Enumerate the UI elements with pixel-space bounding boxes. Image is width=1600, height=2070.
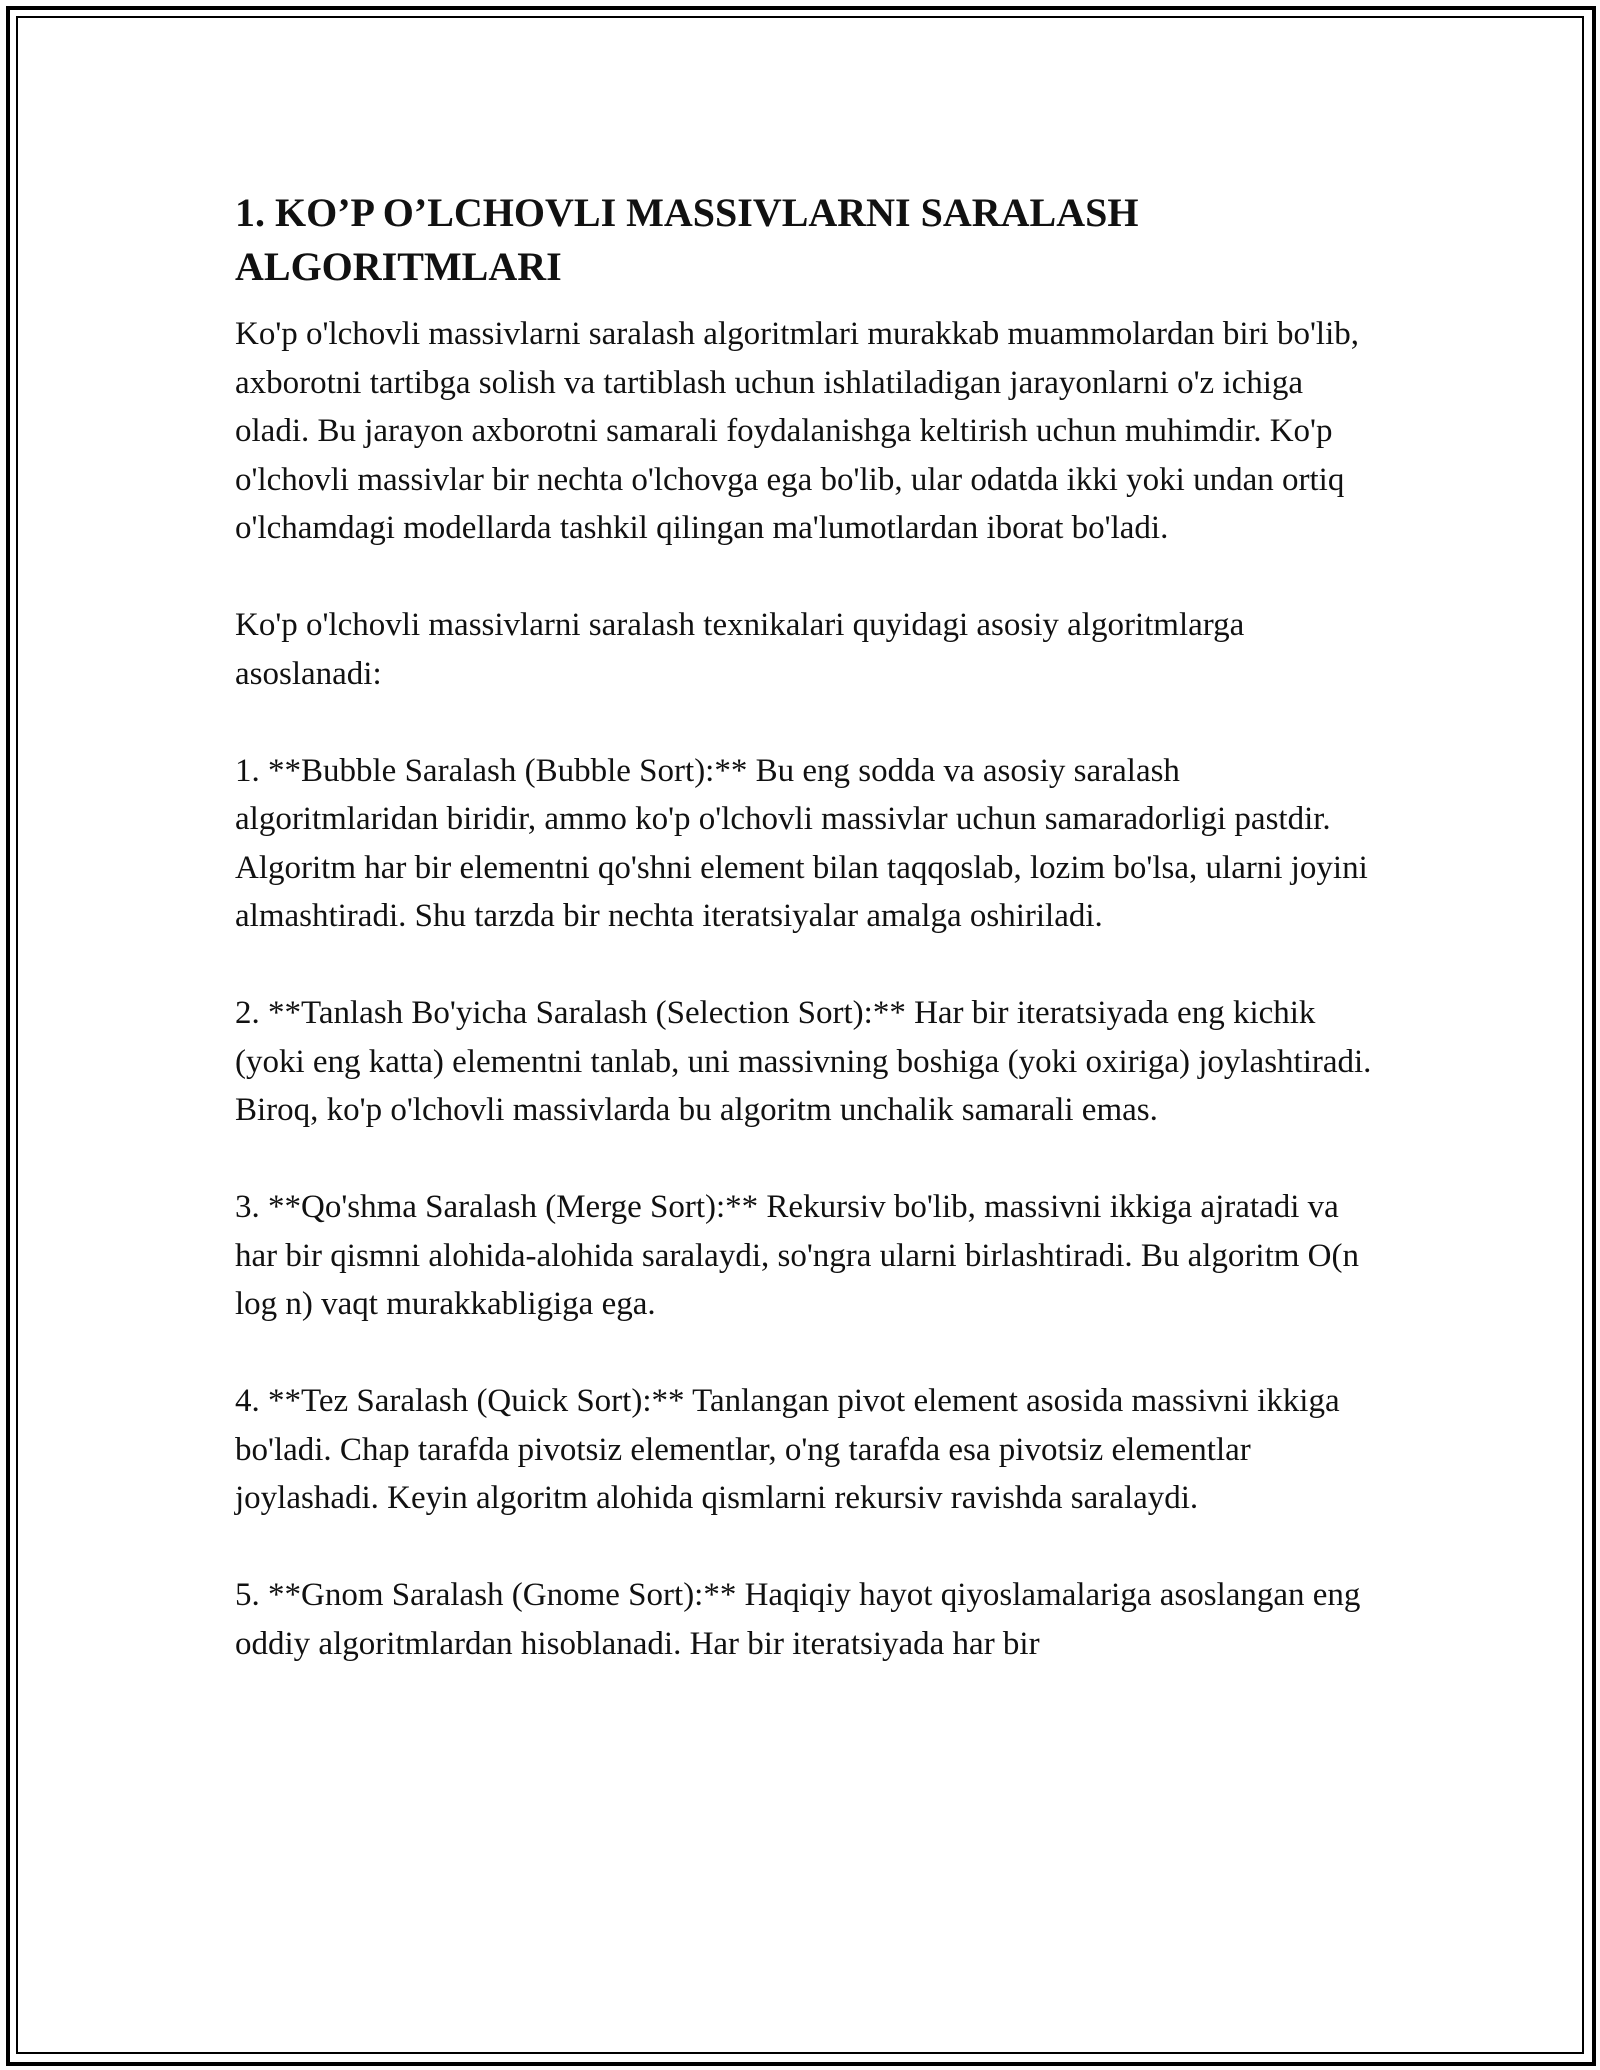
paragraph-spacer	[235, 1523, 1375, 1572]
list-item-merge-sort: 3. **Qo'shma Saralash (Merge Sort):** Rekursiv bo'lib, massivni ikkiga ajratadi va har bir qismni alohida-alohida saralaydi, so'ngra ularni birlashtiradi. Bu algoritm O(n log n) vaqt murakkabligiga ega.	[235, 1189, 1359, 1322]
paragraph-spacer	[235, 1329, 1375, 1378]
paragraph-spacer	[235, 941, 1375, 990]
document-body	[235, 186, 1375, 1668]
paragraph-spacer	[235, 553, 1375, 602]
list-item-gnome-sort: 5. **Gnom Saralash (Gnome Sort):** Haqiqiy hayot qiyoslamalariga asoslangan eng oddiy algoritmlardan hisoblanadi. Har bir iteratsiyada har bir	[235, 1577, 1361, 1662]
list-item-selection-sort: 2. **Tanlash Bo'yicha Saralash (Selection Sort):** Har bir iteratsiyada eng kichik (yoki eng katta) elementni tanlab, uni massivning boshiga (yoki oxiriga) joylashtiradi. Biroq, ko'p o'lchovli massivlarda bu algoritm unchalik samarali emas.	[235, 995, 1372, 1128]
list-item-bubble-sort: 1. **Bubble Saralash (Bubble Sort):** Bu eng sodda va asosiy saralash algoritmlaridan biridir, ammo ko'p o'lchovli massivlar uchun samaradorligi pastdir. Algoritm har bir elementni qo'shni element bilan taqqoslab, lozim bo'lsa, ularni joyini almashtiradi. Shu tarzda bir nechta iteratsiyalar amalga oshiriladi.	[235, 752, 1368, 934]
list-item-quick-sort: 4. **Tez Saralash (Quick Sort):** Tanlangan pivot element asosida massivni ikkiga bo'ladi. Chap tarafda pivotsiz elementlar, o'ng tarafda esa pivotsiz elementlar joylashadi. Keyin algoritm alohida qismlarni rekursiv ravishda saralaydi.	[235, 1383, 1340, 1516]
techniques-paragraph: Ko'p o'lchovli massivlarni saralash texnikalari quyidagi asosiy algoritmlarga asoslanadi:	[235, 607, 1245, 692]
section-heading: 1. KO’P O’LCHOVLI MASSIVLARNI SARALASH ALGORITMLARI	[235, 190, 1139, 289]
paragraph-spacer	[235, 1135, 1375, 1184]
intro-paragraph: Ko'p o'lchovli massivlarni saralash algoritmlari murakkab muammolardan biri bo'lib, axborotni tartibga solish va tartiblash uchun ishlatiladigan jarayonlarni o'z ichiga oladi. Bu jarayon axborotni samarali foydalanishga keltirish uchun muhimdir. Ko'p o'lchovli massivlar bir nechta o'lchovga ega bo'lib, ular odatda ikki yoki undan ortiq o'lchamdagi modellarda tashkil qilingan ma'lumotlardan iborat bo'ladi.	[235, 316, 1359, 546]
paragraph-spacer	[235, 698, 1375, 747]
